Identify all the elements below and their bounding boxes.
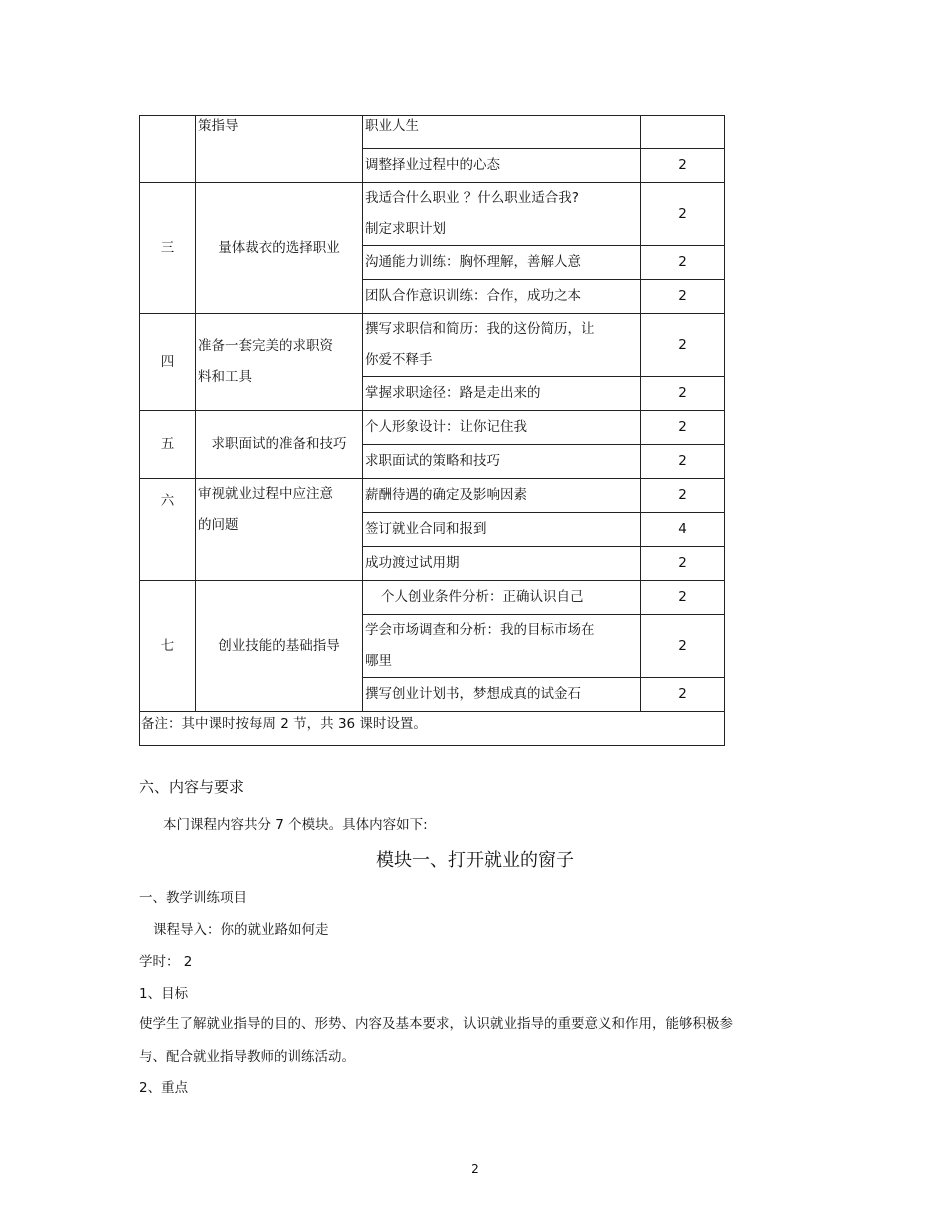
topic-cell: 个人创业条件分析：正确认识自己 xyxy=(363,581,641,615)
hours-cell: 2 xyxy=(641,615,725,678)
hours-cell: 2 xyxy=(641,445,725,479)
hours-cell: 2 xyxy=(641,183,725,246)
module-name-line: 料和工具 xyxy=(198,369,252,385)
topic-cell: 职业人生 xyxy=(363,116,641,149)
module-number: 四 xyxy=(140,314,196,411)
page-number: 2 xyxy=(471,1162,479,1176)
table-row xyxy=(140,314,725,377)
topic-line: 你爱不释手 xyxy=(365,352,433,368)
module-name: 创业技能的基础指导 xyxy=(196,581,363,712)
module-title: 模块一、打开就业的窗子 xyxy=(376,850,574,871)
module-number: 三 xyxy=(140,183,196,314)
topic-cell: 掌握求职途径：路是走出来的 xyxy=(363,377,641,411)
module-name: 策指导 xyxy=(196,116,363,183)
course-schedule-table xyxy=(139,115,725,746)
intro-text: 本门课程内容共分 7 个模块。具体内容如下: xyxy=(163,817,428,833)
hours-cell: 2 xyxy=(641,678,725,712)
table-row xyxy=(140,183,725,246)
hours-cell: 4 xyxy=(641,513,725,547)
topic-cell: 签订就业合同和报到 xyxy=(363,513,641,547)
topic-cell: 个人形象设计：让你记住我 xyxy=(363,411,641,445)
key-heading: 2、重点 xyxy=(139,1080,189,1096)
hours-cell xyxy=(641,116,725,149)
module-name xyxy=(196,314,363,411)
topic-line: 我适合什么职业 ？什么职业适合我? xyxy=(365,190,579,206)
topic-cell: 团队合作意识训练：合作，成功之本 xyxy=(363,280,641,314)
hours-cell: 2 xyxy=(641,377,725,411)
goal-heading: 1、目标 xyxy=(139,986,189,1002)
hours-cell: 2 xyxy=(641,280,725,314)
hours-cell: 2 xyxy=(641,547,725,581)
table-row xyxy=(140,116,725,149)
table-row xyxy=(140,581,725,615)
hours-cell: 2 xyxy=(641,149,725,183)
module-number: 六 xyxy=(140,479,196,581)
module-name-line: 准备一套完美的求职资 xyxy=(198,338,333,354)
hours-cell: 2 xyxy=(641,314,725,377)
topic-line: 撰写求职信和简历：我的这份简历，让 xyxy=(365,321,595,337)
topic-cell: 沟通能力训练：胸怀理解，善解人意 xyxy=(363,246,641,280)
hours-cell: 2 xyxy=(641,411,725,445)
hours-cell: 2 xyxy=(641,581,725,615)
table-row xyxy=(140,411,725,445)
course-intro: 课程导入：你的就业路如何走 xyxy=(153,922,329,938)
topic-cell: 调整择业过程中的心态 xyxy=(363,149,641,183)
module-name-line: 审视就业过程中应注意 xyxy=(198,486,333,502)
module-name: 求职面试的准备和技巧 xyxy=(196,411,363,479)
table-note-row xyxy=(140,712,725,746)
topic-cell: 求职面试的策略和技巧 xyxy=(363,445,641,479)
module-number: 七 xyxy=(140,581,196,712)
topic-line: 学会市场调查和分析：我的目标市场在 xyxy=(365,622,595,638)
item-heading: 一、教学训练项目 xyxy=(139,890,247,906)
module-number xyxy=(140,116,196,183)
table-row xyxy=(140,479,725,513)
topic-cell: 薪酬待遇的确定及影响因素 xyxy=(363,479,641,513)
module-number: 五 xyxy=(140,411,196,479)
topic-cell xyxy=(363,615,641,678)
module-name xyxy=(196,479,363,581)
section-title: 六、内容与要求 xyxy=(139,778,245,796)
module-name-line: 的问题 xyxy=(198,517,239,533)
hours-cell: 2 xyxy=(641,246,725,280)
topic-cell: 撰写创业计划书，梦想成真的试金石 xyxy=(363,678,641,712)
topic-line: 哪里 xyxy=(365,653,392,669)
table-note: 备注：其中课时按每周 2 节，共 36 课时设置。 xyxy=(140,712,725,746)
topic-cell xyxy=(363,183,641,246)
hours-cell: 2 xyxy=(641,479,725,513)
topic-line: 制定求职计划 xyxy=(365,221,446,237)
topic-cell xyxy=(363,314,641,377)
module-name: 量体裁衣的选择职业 xyxy=(196,183,363,314)
hours-label: 学时： 2 xyxy=(139,954,193,970)
goal-text: 使学生了解就业指导的目的、形势、内容及基本要求，认识就业指导的重要意义和作用，能够积极参与、配合就业指导教师的训练活动。 xyxy=(139,1016,733,1065)
topic-cell: 成功渡过试用期 xyxy=(363,547,641,581)
